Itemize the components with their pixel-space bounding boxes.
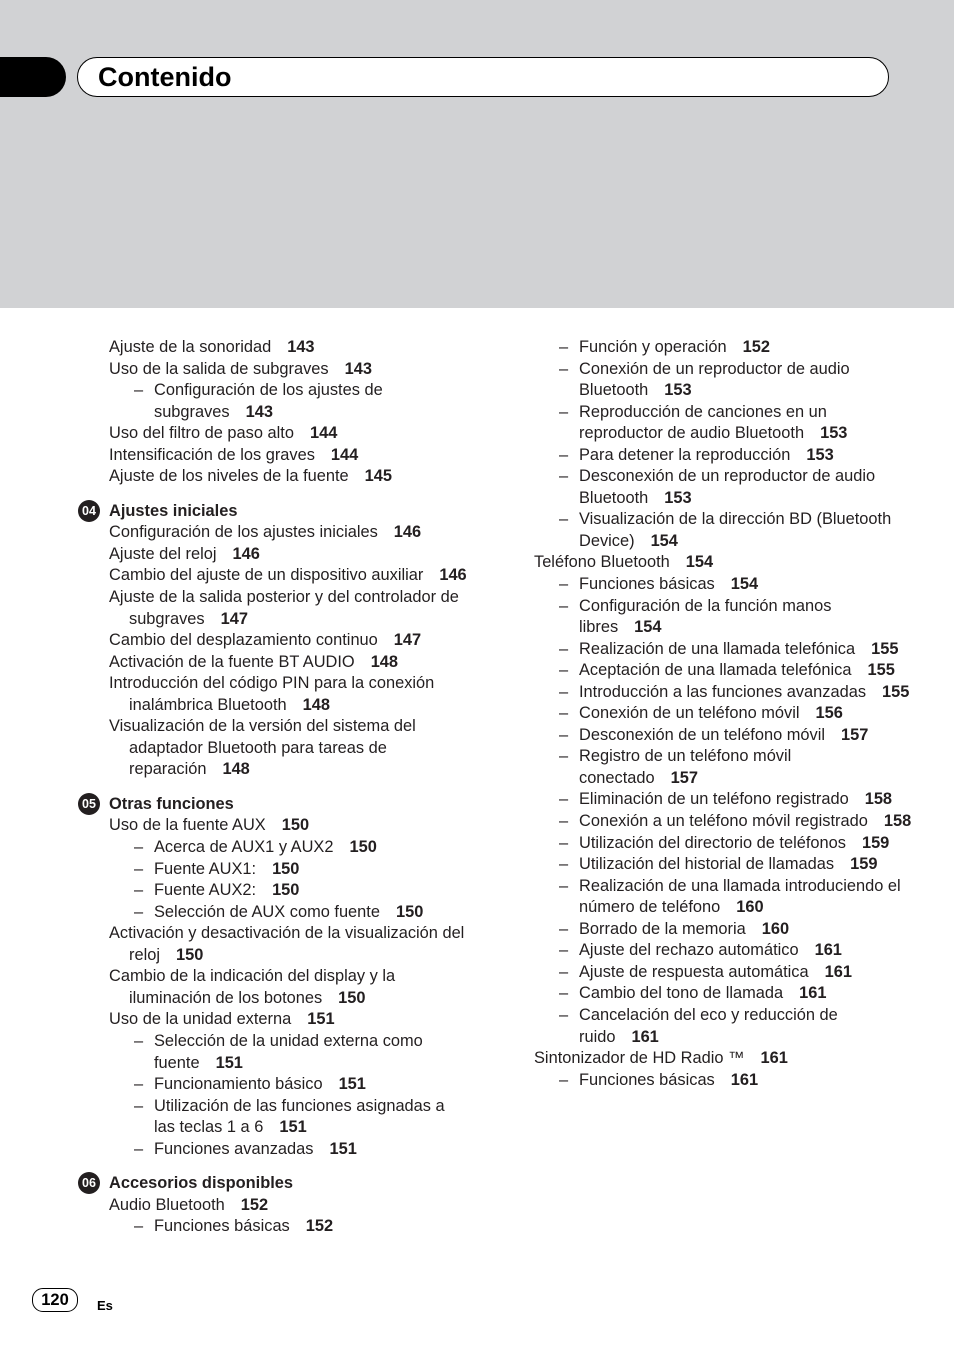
toc-page-number: 157	[841, 725, 869, 744]
toc-entry	[109, 716, 469, 781]
dash-marker: –	[559, 639, 569, 658]
dash-marker: –	[134, 1075, 144, 1094]
dash-marker: –	[559, 747, 569, 766]
toc-page-number: 157	[670, 768, 698, 787]
toc-entry	[109, 445, 469, 467]
toc-page-number: 159	[861, 833, 890, 852]
dash-marker: –	[559, 338, 569, 356]
toc-entry-text: Visualización de la versión del sistema del adaptador Bluetooth para tareas de reparación	[109, 717, 416, 779]
toc-page-number: 155	[867, 661, 895, 680]
toc-page-number: 147	[220, 609, 248, 628]
toc-subentry	[109, 902, 469, 924]
toc-entry-text: Selección de AUX como fuente	[154, 902, 380, 921]
toc-page-number: 154	[634, 618, 662, 637]
toc-page-number: 146	[232, 544, 260, 563]
toc-entry	[109, 966, 469, 1009]
toc-entry-text: Visualización de la dirección BD (Bluetooth Device)	[579, 510, 892, 550]
toc-entry-text: Desconexión de un teléfono móvil	[579, 725, 826, 744]
toc-entry-text: Cancelación del eco y reducción de ruido	[579, 1005, 838, 1046]
section-number-badge: 05	[78, 793, 100, 815]
dash-marker: –	[134, 1139, 144, 1158]
title-bar	[77, 57, 889, 97]
toc-subentry	[534, 466, 914, 509]
toc-entry-text: Activación de la fuente BT AUDIO	[109, 652, 355, 671]
toc-entry-text: Eliminación de un teléfono registrado	[579, 790, 849, 809]
toc-entry-text: Utilización de las funciones asignadas a las teclas 1 a 6	[154, 1096, 445, 1137]
toc-page-number: 152	[742, 338, 770, 356]
toc-entry-text: Funciones básicas	[579, 1070, 715, 1089]
toc-entry-text: Configuración de la función manos libres	[579, 596, 832, 637]
toc-subentry	[534, 703, 914, 725]
toc-entry-text: Introducción a las funciones avanzadas	[579, 682, 867, 701]
toc-page-number: 151	[338, 1075, 366, 1094]
toc-section-title: Accesorios disponibles	[109, 1174, 293, 1193]
toc-page-number: 155	[882, 682, 910, 701]
dash-marker: –	[559, 725, 569, 744]
dash-marker: –	[559, 596, 569, 615]
toc-entry-text: Configuración de los ajustes de subgraves	[154, 381, 383, 421]
toc-subentry	[109, 1139, 469, 1161]
toc-entry-text: Ajuste de los niveles de la fuente	[109, 467, 349, 486]
toc-subentry	[534, 1005, 914, 1048]
section-number-badge: 06	[78, 1172, 100, 1194]
toc-subentry	[534, 574, 914, 596]
toc-subentry	[534, 833, 914, 855]
toc-subentry	[109, 880, 469, 902]
toc-entry	[109, 337, 469, 359]
dash-marker: –	[134, 881, 144, 900]
toc-entry	[109, 359, 469, 381]
toc-page-number: 158	[883, 812, 912, 831]
dash-marker: –	[559, 445, 569, 464]
toc-subentry	[109, 380, 469, 423]
toc-subentry	[534, 639, 914, 661]
toc-entry-text: Uso de la salida de subgraves	[109, 359, 329, 378]
toc-entry-text: Desconexión de un reproductor de audio Bluetooth	[579, 467, 876, 507]
toc-subentry	[534, 746, 914, 789]
toc-page-number: 154	[650, 531, 678, 550]
toc-subentry	[109, 859, 469, 881]
dash-marker: –	[559, 876, 569, 895]
toc-page-number: 153	[664, 381, 692, 400]
dash-marker: –	[559, 812, 569, 831]
toc-entry-text: Audio Bluetooth	[109, 1195, 225, 1214]
toc-entry-text: Utilización del directorio de teléfonos	[579, 833, 846, 852]
toc-entry-text: Funciones avanzadas	[154, 1139, 314, 1158]
toc-entry-text: Funcionamiento básico	[154, 1075, 323, 1094]
toc-entry	[109, 466, 469, 488]
toc-entry-text: Para detener la reproducción	[579, 445, 791, 464]
toc-subentry	[534, 660, 914, 682]
page-title: Contenido	[98, 62, 232, 92]
toc-entry-text: Conexión a un teléfono móvil registrado	[579, 812, 868, 831]
header-band	[0, 0, 954, 308]
toc-entry-text: Cambio del desplazamiento continuo	[109, 631, 378, 650]
toc-page-number: 156	[815, 704, 843, 723]
toc-entry-text: Acerca de AUX1 y AUX2	[154, 838, 334, 857]
toc-section-heading	[82, 1173, 469, 1195]
toc-page-number: 161	[799, 984, 827, 1003]
section-number-badge: 04	[78, 500, 100, 522]
toc-page-number: 143	[287, 338, 315, 356]
toc-entry-text: Cambio del tono de llamada	[579, 984, 784, 1003]
toc-page-number: 160	[761, 919, 790, 938]
toc-page-number: 161	[824, 962, 852, 981]
toc-subentry	[534, 940, 914, 962]
dash-marker: –	[559, 833, 569, 852]
dash-marker: –	[559, 402, 569, 421]
toc-subentry	[534, 811, 914, 833]
toc-subentry	[534, 337, 914, 359]
dash-marker: –	[559, 984, 569, 1003]
toc-page-number: 148	[302, 695, 330, 714]
toc-entry-text: Introducción del código PIN para la conexión inalámbrica Bluetooth	[109, 674, 435, 714]
toc-page-number: 150	[281, 816, 310, 835]
toc-subentry	[534, 1070, 914, 1092]
toc-entry-text: Intensificación de los graves	[109, 445, 315, 464]
toc-entry-text: Conexión de un teléfono móvil	[579, 704, 800, 723]
toc-section-title: Ajustes iniciales	[109, 501, 238, 520]
toc-entry-text: Ajuste de la sonoridad	[109, 338, 272, 356]
toc-page-number: 150	[338, 988, 366, 1007]
toc-page-number: 150	[395, 902, 424, 921]
toc-column-left	[82, 337, 469, 1238]
dash-marker: –	[559, 941, 569, 960]
page-number: 120	[32, 1288, 78, 1312]
toc-section-title: Otras funciones	[109, 794, 234, 813]
toc-entry-text: Selección de la unidad externa como fuente	[154, 1031, 423, 1072]
toc-page-number: 154	[730, 575, 759, 594]
toc-page-number: 161	[760, 1049, 788, 1068]
toc-page-number: 147	[393, 631, 422, 650]
dash-marker: –	[134, 381, 144, 400]
toc-page-number: 150	[272, 881, 300, 900]
toc-entry	[109, 423, 469, 445]
toc-subentry	[109, 1031, 469, 1074]
toc-subentry	[534, 876, 914, 919]
toc-entry-text: Ajuste del reloj	[109, 544, 217, 563]
toc-page-number: 143	[245, 402, 273, 421]
dash-marker: –	[134, 1096, 144, 1115]
section-tab-marker	[0, 57, 66, 97]
dash-marker: –	[134, 838, 144, 857]
toc-page-number: 161	[631, 1027, 659, 1046]
toc-entry-text: Conexión de un reproductor de audio Bluetooth	[579, 359, 850, 400]
toc-page-number: 160	[736, 898, 764, 917]
toc-entry-text: Cambio de la indicación del display y la iluminación de los botones	[109, 967, 396, 1007]
dash-marker: –	[134, 1031, 144, 1050]
toc-entry	[109, 815, 469, 837]
dash-marker: –	[559, 962, 569, 981]
toc-entry-text: Funciones básicas	[579, 575, 715, 594]
toc-page-number: 145	[364, 467, 393, 486]
toc-subentry	[534, 596, 914, 639]
dash-marker: –	[559, 704, 569, 723]
toc-entry-text: Realización de una llamada telefónica	[579, 639, 856, 658]
toc-entry	[109, 1195, 469, 1217]
toc-subentry	[534, 682, 914, 704]
dash-marker: –	[559, 359, 569, 378]
dash-marker: –	[559, 855, 569, 874]
toc-subentry	[534, 962, 914, 984]
toc-subentry	[534, 509, 914, 552]
language-code: Es	[97, 1298, 113, 1313]
toc-subentry	[109, 837, 469, 859]
toc-page-number: 151	[307, 1010, 335, 1029]
toc-entry	[109, 652, 469, 674]
dash-marker: –	[559, 575, 569, 594]
toc-subentry	[534, 725, 914, 747]
toc-entry	[109, 544, 469, 566]
toc-page-number: 151	[279, 1118, 307, 1137]
toc-entry-text: Realización de una llamada introduciendo el número de teléfono	[579, 876, 901, 917]
toc-entry	[534, 552, 914, 574]
toc-entry-text: Ajuste del rechazo automático	[579, 941, 799, 960]
toc-entry-text: Borrado de la memoria	[579, 919, 746, 938]
dash-marker: –	[134, 1217, 144, 1236]
toc-subentry	[534, 445, 914, 467]
dash-marker: –	[559, 661, 569, 680]
toc-entry-text: Cambio del ajuste de un dispositivo auxiliar	[109, 566, 424, 585]
toc-subentry	[534, 854, 914, 876]
toc-subentry	[109, 1074, 469, 1096]
toc-page-number: 159	[850, 855, 878, 874]
dash-marker: –	[559, 1070, 569, 1089]
toc-page-number: 144	[330, 445, 359, 464]
toc-entry-text: Teléfono Bluetooth	[534, 553, 670, 572]
toc-entry-text: Función y operación	[579, 338, 727, 356]
toc-page-number: 155	[871, 639, 899, 658]
toc-subentry	[109, 1216, 469, 1238]
toc-page-number: 153	[820, 424, 848, 443]
toc-column-right	[534, 337, 914, 1091]
dash-marker: –	[559, 467, 569, 486]
dash-marker: –	[559, 682, 569, 701]
dash-marker: –	[134, 859, 144, 878]
dash-marker: –	[559, 510, 569, 529]
toc-entry-text: Utilización del historial de llamadas	[579, 855, 835, 874]
toc-entry	[109, 587, 469, 630]
toc-subentry	[534, 402, 914, 445]
toc-entry-text: Activación y desactivación de la visualización del reloj	[109, 924, 465, 964]
toc-entry-text: Uso de la fuente AUX	[109, 816, 266, 835]
toc-page-number: 154	[685, 553, 714, 572]
dash-marker: –	[559, 1005, 569, 1024]
toc-entry-text: Aceptación de una llamada telefónica	[579, 661, 852, 680]
toc-entry	[109, 673, 469, 716]
toc-subentry	[534, 359, 914, 402]
toc-page-number: 150	[175, 945, 204, 964]
toc-section-heading	[82, 501, 469, 523]
toc-entry-text: Ajuste de la salida posterior y del controlador de subgraves	[109, 588, 459, 628]
toc-entry	[534, 1048, 914, 1070]
toc-entry	[109, 1009, 469, 1031]
toc-page-number: 150	[349, 838, 377, 857]
toc-entry-text: Sintonizador de HD Radio ™	[534, 1049, 745, 1068]
toc-page-number: 161	[814, 941, 842, 960]
toc-entry-text: Reproducción de canciones en un reproductor de audio Bluetooth	[579, 402, 827, 443]
toc-page-number: 153	[664, 488, 692, 507]
toc-entry	[109, 565, 469, 587]
toc-page-number: 143	[344, 359, 372, 378]
toc-entry	[109, 522, 469, 544]
toc-page-number: 152	[305, 1217, 334, 1236]
toc-page-number: 148	[222, 760, 250, 779]
toc-page-number: 153	[806, 445, 834, 464]
dash-marker: –	[134, 902, 144, 921]
toc-page-number: 146	[393, 523, 422, 542]
toc-page-number: 158	[864, 790, 893, 809]
toc-section-heading	[82, 794, 469, 816]
toc-subentry	[534, 983, 914, 1005]
toc-entry-text: Registro de un teléfono móvil conectado	[579, 747, 792, 787]
toc-page-number: 148	[370, 652, 399, 671]
toc-entry	[109, 923, 469, 966]
toc-page-number: 144	[309, 424, 338, 443]
toc-page-number: 146	[439, 566, 467, 585]
toc-subentry	[109, 1096, 469, 1139]
toc-entry-text: Uso del filtro de paso alto	[109, 424, 294, 443]
toc-subentry	[534, 919, 914, 941]
toc-entry	[109, 630, 469, 652]
dash-marker: –	[559, 790, 569, 809]
toc-page-number: 150	[272, 859, 300, 878]
toc-entry-text: Funciones básicas	[154, 1217, 290, 1236]
dash-marker: –	[559, 919, 569, 938]
toc-page-number: 161	[730, 1070, 759, 1089]
toc-entry-text: Fuente AUX1:	[154, 859, 257, 878]
toc-entry-text: Fuente AUX2:	[154, 881, 257, 900]
toc-entry-text: Ajuste de respuesta automática	[579, 962, 809, 981]
toc-page-number: 152	[240, 1195, 269, 1214]
toc-entry-text: Configuración de los ajustes iniciales	[109, 523, 378, 542]
toc-page-number: 151	[215, 1053, 243, 1072]
toc-page-number: 151	[329, 1139, 357, 1158]
toc-entry-text: Uso de la unidad externa	[109, 1010, 292, 1029]
toc-subentry	[534, 789, 914, 811]
